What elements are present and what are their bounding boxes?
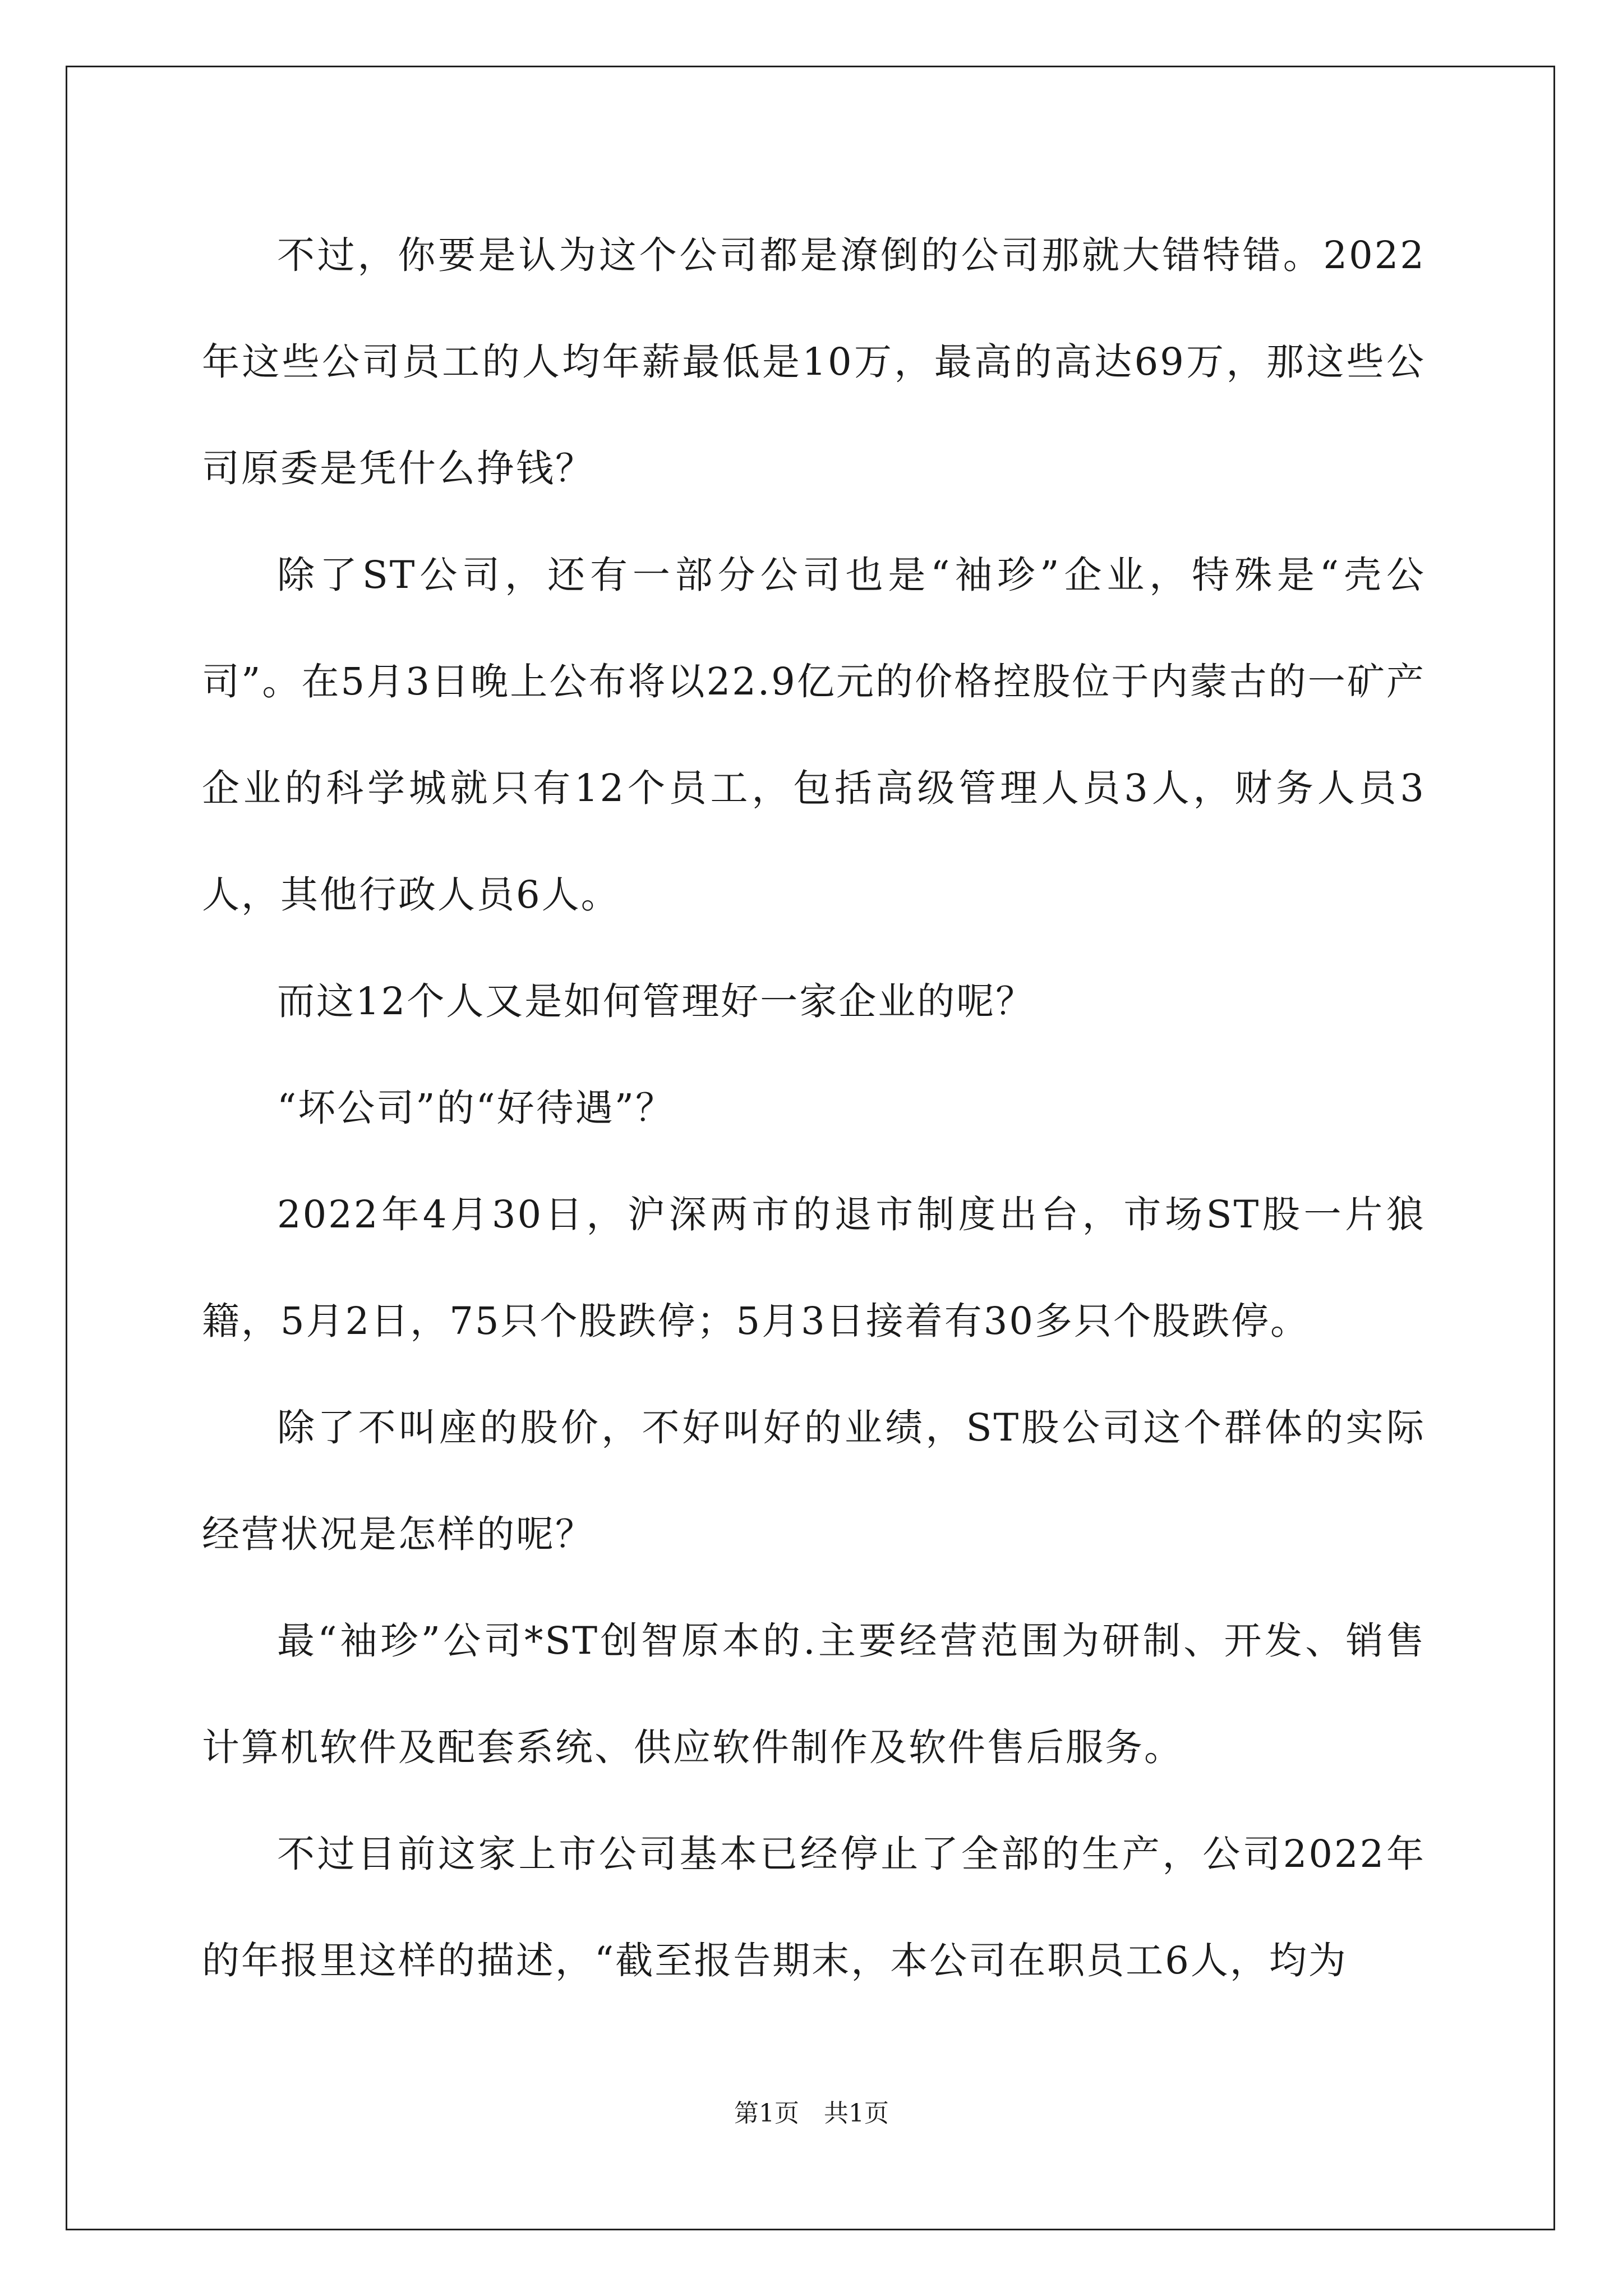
paragraph-4: 2022年4月30日，沪深两市的退市制度出台，市场ST股一片狼籍，5月2日，75只个股跌停；5月3日接着有30多只个股跌停。 [202,1193,1426,1343]
paragraph-6: 最“袖珍”公司*ST创智原本的.主要经营范围为研制、开发、销售计算机软件及配套系统、供应软件制作及软件售后服务。 [202,1619,1426,1769]
paragraph-5: 除了不叫座的股价，不好叫好的业绩，ST股公司这个群体的实际经营状况是怎样的呢？ [202,1406,1426,1556]
paragraph-3: 而这12个人又是如何管理好一家企业的呢？ [277,979,1035,1023]
paragraph-2: 除了ST公司，还有一部分公司也是“袖珍”企业，特殊是“壳公司”。在5月3日晚上公布将以22.9亿元的价格控股位于内蒙古的一矿产企业的科学城就只有12个员工，包括高级管理人员3人，财务人员3人，其他行政人员6人。 [202,553,1426,917]
document-body [202,202,1426,2014]
page-number-footer: 第1页 共1页 [734,2099,889,2128]
paragraph-1: 不过，你要是认为这个公司都是潦倒的公司那就大错特错。2022年这些公司员工的人均年薪最低是10万，最高的高达69万，那这些公司原委是凭什么挣钱？ [202,233,1426,490]
paragraph-7: 不过目前这家上市公司基本已经停止了全部的生产，公司2022年的年报里这样的描述，“截至报告期末，本公司在职员工6人，均为 [202,1832,1426,1982]
section-heading: “坏公司”的“好待遇”？ [277,1086,675,1130]
